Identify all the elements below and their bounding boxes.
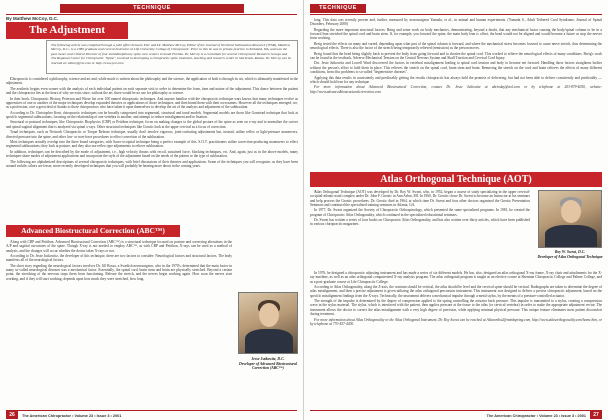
body-paragraph: Dr. Sweat has written a series of four books on Chiropractic Atlas Orthogonality, and has also written over thirty articles, which have been published in various chiropractic magazines. [310,218,530,227]
aot-body-bottom [310,271,602,406]
body-paragraph: The short story regarding the neurological factors involves Dr. Jill Bossa, a Swedish neurosurgeon, who in the 1970's, determined that the main factor in many so-called neurological diseases was a mechanical factor. Essentially, the spinal cord, brain stem and brain are physically stretched. Beyond a certain point, the stretching of the nervous stops them from functioning. Release the stretch, and the nerves begin working again. How soon the nerves start working, and if they will start working, depends upon how much they were stretched, how long. [6,263,232,281]
body-paragraph: The strength of the impulse is determined by the degree of compression applied to the spring controlling the actuator back pressure. This impulse is transmitted to a stylus, creating a compression wave in the stylus material. The stylus, which is interfaced with the patient, then applies pressure at the tissue to the atlas (or cervical vertebra) in order to make the appropriate adjustment vector. The instrument allows the doctor to correct the atlas misalignment with a very high degree of precision, while applying minimal physical pressure. This unique feature eliminates most patient discomfort during treatment. [310,299,602,317]
caption-role: Developer of Atlas Orthogonal Technique [537,254,603,259]
caption-name: Jesse Jutkowitz, D.C. [251,357,285,361]
article-body [6,77,298,223]
body-paragraph: Breig found that the head being slightly back to prevent the body from going forward and to shorten the spinal cord. This worked to relieve the neurological effects of many conditions. Breig's work can be found in the textbook, Adverse Mechanical Tension on the Central Nervous System and Skull Traction and Cervical Cord Injury. [310,51,602,60]
top-rule [6,14,297,15]
abc-continued-body [310,18,602,168]
bottom-rule [6,410,297,411]
body-paragraph: In 1976, he designed a chiropractic adjusting instrument and has made a series of six different models. He has, also, designed an atlas orthogonal X-ray frame, X-ray chair and attachments for the X-ray machine, as well as an atlas orthogonal computerized X-ray analysis program. The atlas orthogonal program is taught as an elective course at Sherman Chiropractic College and Palmer College, and as a post-graduate course at Life Chiropractic College. [310,271,602,284]
photo-suit [545,225,597,247]
page-number: 26 [6,411,18,419]
page-number: 27 [590,411,602,419]
author-photo [238,292,298,354]
body-paragraph: long. This data was recently proven and, further, measured by neurosurgeon Yamada, et al., in animal and human experiments. (Yamada S., Adult Tethered Cord Syndrome, Journal of Spinal Disorders, February 2000) [310,18,602,27]
photo-suit [245,329,293,353]
body-paragraph: According to Dr. Christopher Kent, chiropractic techniques can be broadly categorized into segmental, structural and tonal models. Segmental models are those like Gonstead technique that look at specific segmental subluxations, focusing on the relationship of one vertebra to another, and attempt to reduce misalignment and/or fixation. [6,110,298,119]
body-paragraph: In their book, Chiropractic History, Peterson and Wiese list over 100 named chiropractic techniques. And anyone familiar with the chiropractic technique wars knows that many techniques evolve as apprentices of one or another of the major techniques develop expanded theories or applications of those techniques, and then brand them with their own names. However all the techniques emerged, we, as a profession, owe a great deal of thanks to those chiropractors who have taken it upon themselves to develop the art of the analysis and adjustment of the subluxation. [6,96,298,110]
body-paragraph: Chiropractic is considered a philosophy, science and art and, while much is written about the philosophy and the science, the application of both is through its art, which is ultimately manifested in the adjustment. [6,77,298,86]
caption-role: Developer of Advanced Biostructural Correction (ABC™) [239,361,297,371]
caption-name: Roy W. Sweat, D.C. [554,250,586,254]
photo-caption [234,357,302,371]
contact-note: For more information about Atlas Orthogonality or the Atlas Orthogonal Instrument, Dr. Roy Sweat can be reached at Atlasortho2@mindspring.com, http://www.atlasorthogonality.com/home.htm, or by telephone at 770-457-4430. [310,317,602,326]
bottom-rule [310,410,602,411]
body-paragraph: In 1977, Dr. Sweat organized the Society of Chiropractic Orthospinology, which presented the same specialized programs. In 1981, he created the program of Chiropractic Atlas Orthogonality, which continued in the specialized educational seminars. [310,208,530,217]
abc-subtitle: Advanced Biostructural Correction (ABC™) [6,225,180,237]
body-paragraph: Atlas Orthogonal Technique (AOT) was developed by Dr. Roy W. Sweat, who, in 1952, began a course of study specializing in the upper cervical-occipital-atlanto-axial complex under Dr. John F. Grostic in Ann Arbor, MI. In 1960, Dr. Grostic chose Dr. Sweat to become an Instructor at his seminars and help process the Grostic procedures. Dr. Grostic died in 1964, at which time Dr. Sweat and four other doctors organized the Grostic Presentation Seminars and continued the specialized training seminars in Atlanta, GA. [310,190,530,207]
photo-face [561,200,581,223]
body-paragraph: Structural or postural techniques, like Chiropractic Biophysics (CBP) or Pettibon technique, focus on making changes to the global posture of the spine as seen on x-ray and to normalize the curves and spinal sagittal alignment that is analyzed via spinal x-rays. Other structural techniques like Grostic look at the upper cervical as a focus of correction. [6,120,298,129]
body-paragraph: According to Atlas Orthogonality, along the Z-axis, the cranium should be vertical, the atlas should be level and the cervical spine should be vertical. Radiographs are taken to determine the degree of atlas misalignment, and then a precise adjustment is given utilizing the atlas orthogonal percussion instrument. This instrument was designed to deliver a precise chiropractic adjustment, based on the specific misalignment findings from the X-rays. Technically, the instrument delivers a mechanical impulse through a metal stylus, by the means of a pressure-controlled actuator. [310,285,602,298]
byline: By Matthew McCoy, D.C. [6,16,59,21]
photo-face [259,303,279,327]
body-paragraph: The following are alphabetized descriptions of several chiropractic techniques, with brief discussions of their theories and applications. Some of the techniques you will recognize, as they have been around awhile; others are lesser, more recently developed techniques that you will probably be hearing more about in the coming years. [6,159,298,168]
contact-note: For more information about Advanced Biostructural Correction, contact Dr. Jesse Jutkowitz at abctoday@aol.com or by telephone at 203-879-4050, website: http://www.advancedbiostructuralcorrection.com [310,85,602,94]
body-paragraph: In addition, techniques can be described by the mode of adjustment, i.e., high velocity thrusts with recoil, sustained force, blocking techniques, etc. And, again, just as in the above models, many techniques share modes of adjustment applications and incorporate the style of the adjustment based on the needs of the patient or the type of subluxation. [6,149,298,159]
page-footer: The American Chiropractor • Volume 23 • Issue 3 • 2001 [486,414,586,418]
page-footer: The American Chiropractor • Volume 23 • Issue 3 • 2001 [22,414,122,418]
abc-body [6,240,232,406]
section-tab: TECHNIQUE [310,4,366,13]
article-title: The Adjustment [6,22,128,39]
body-paragraph: Drs. Jesse Jutkowitz and Lowell Ward discovered the factors in vertebral misalignment leading to spinal cord tension and body to become net forward. Handling those factors straightens bodies without the person's effort to hold them in place. This relieves the stretch on the spinal cord, brain stem and brain. Removing the stretch on the cord and brain relieves the effects of many different conditions, from disc problems to so-called "degenerative diseases". [310,61,602,75]
aot-banner: Atlas Orthogonal Technique (AOT) [310,172,602,187]
aot-body-top [310,190,530,270]
top-rule [310,14,602,15]
developer-photo [538,190,602,248]
body-paragraph: Breig tested the effects on many and varied, depending upon what part of the spinal column is forward, and where the mechanical stress becomes focused to cause nerve stretch, thus determining the neurological effects. There is also the factor of the stretch being temporarily relieved (remission) as the person moves. [310,41,602,51]
section-tab: TECHNIQUE [60,4,244,13]
body-paragraph: Regarding the more important structural factors: Bring and some work on body mechanics, demonstrating, beyond a doubt, that any mechanical factor causing the body/spinal column to be in a forward lean stretched the spinal cord and brain stem. If, for example, you forward the spine, the main body lean is offset, the head would not be aligned and would become a future as stop the nerves from working. [310,27,602,41]
body-paragraph: Applying this data results in consistently and predictably getting the results chiropractic has always held the promise of delivering, but had not been able to deliver consistently and predictably — which should hold true for any technique. [310,75,602,84]
intro-box: The following article was compiled through a joint effort between TAC and Dr. Matthew McCoy, Editor of the Journal of Vertebral Subluxation Research (JVSR). Matthew McCoy, D.C., is a 1989 graduate and current Instructor at Life University College of Chiropractic. Prior to this he was in private practice in Kirkland, WA, and was the past owner and Clinical Director of four multidisciplinary spine care centers in South Florida. Dr. McCoy is a consultant for several Chiropractic Research Groups and The Regional Center for Chiropractic "Spine", involved in developing a chiropractic spine treatment, teaching and research center in Sturbrook, Russia. Dr. McCoy can be reached at: editor@jvsr.com or http://www.jvsr.com [46,40,298,74]
body-paragraph: According to Dr. Jesse Jutkowitz, the developer of this technique, there are two factors to consider: Neurological factors and structural factors. The body manifests all of the neurological factors. [6,254,232,263]
body-paragraph: The aesthetic begins even sooner with the analysis of each individual patient on each separate visit to order to determine the form, time and nature of the adjustment. This dance between the patient and the chiropractor lies at the heart of why we exist since, without the art, there would be no use for philosophy or science. [6,86,298,96]
body-paragraph: Tonal techniques, such as Network Chiropractic or Torque Release technique, usually don't involve vigorous, joint-cavitating adjustments but, instead, utilize reflex or light-pressure maneuvers, directed pressure into the spine, and other low- or non-force procedures to effect correction of the subluxation. [6,130,298,139]
body-paragraph: Most techniques actually overlap into the three broad categories, with Sacro-occipital technique being a perfect example of this. S.O.T. practitioners utilize correction-producing maneuvers to effect segmental subluxations; they look at posture, and they also use reflex type adjustments to relieve subluxation. [6,139,298,149]
body-paragraph: Along with CBP and Pettibon, Advanced Biostructural Correction (ABC™) is a structural technique focused on posture and correcting alterations in the A/P and sagittal curvatures of the spine. Though X-ray is not needed to employ ABC™, as with CBP and Pettibon, X-rays can be used as a method of analysis, and the changes will occur whether the doctor takes X-rays or not. [6,240,232,253]
right-page [304,0,608,420]
photo-caption [534,250,606,259]
